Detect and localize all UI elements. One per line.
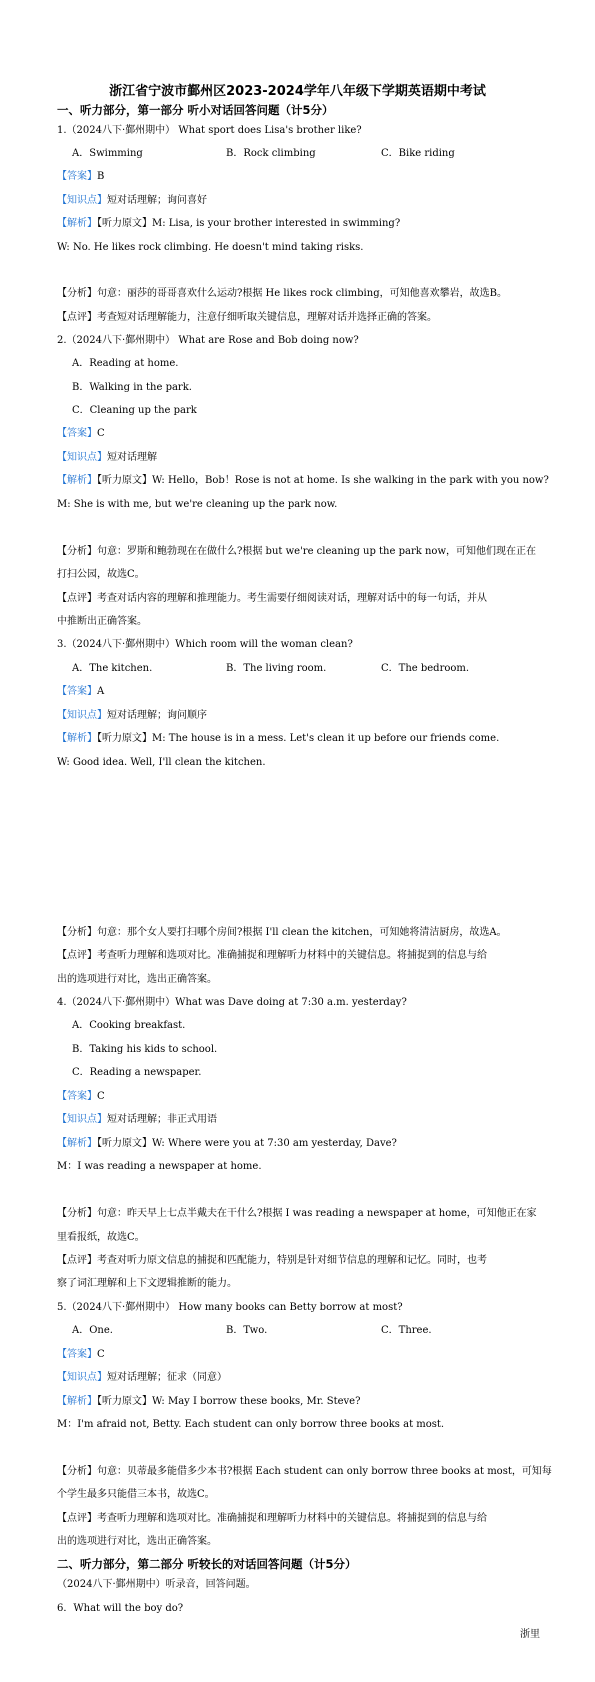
q2-dianping-line-2: 中推断出正确答案。: [57, 616, 147, 627]
q5-fenxi-line-1: 【分析】句意：贝蒂最多能借多少本书?根据 Each student can only borrow three books at most，可知每: [57, 1466, 552, 1477]
page-footer: 浙里: [520, 1629, 540, 1640]
q4-knowledge: 【知识点】短对话理解；非正式用语: [57, 1114, 217, 1125]
q3-analysis: 【解析】【听力原文】M: The house is in a mess. Let's clean it up before our friends come.: [57, 733, 500, 744]
q2-option-b: B．Walking in the park.: [72, 382, 192, 393]
q5-dianping-line-1: 【点评】考查听力理解和选项对比。准确捕捉和理解听力材料中的关键信息。将捕捉到的信息与给: [57, 1513, 487, 1524]
q3-fenxi: 【分析】句意：那个女人要打扫哪个房间?根据 I'll clean the kitchen，可知她将清洁厨房，故选A。: [57, 927, 507, 938]
q4-fenxi-line-1: 【分析】句意：昨天早上七点半戴夫在干什么?根据 I was reading a newspaper at home，可知他正在家: [57, 1208, 537, 1219]
q1-analysis: 【解析】【听力原文】M: Lisa, is your brother interested in swimming?: [57, 218, 401, 229]
q4-analysis: 【解析】【听力原文】W: Where were you at 7:30 am yesterday, Dave?: [57, 1138, 397, 1149]
q1-fenxi: 【分析】句意：丽莎的哥哥喜欢什么运动?根据 He likes rock climbing，可知他喜欢攀岩，故选B。: [57, 288, 507, 299]
q4-dianping-line-1: 【点评】考查对听力原文信息的捕捉和匹配能力，特别是针对细节信息的理解和记忆。同时，也考: [57, 1255, 487, 1266]
page-title: 浙江省宁波市鄞州区2023-2024学年八年级下学期英语期中考试: [109, 84, 486, 99]
question-4-stem: 4.（2024八下·鄞州期中）What was Dave doing at 7:30 a.m. yesterday?: [57, 997, 407, 1008]
q2-option-c: C．Cleaning up the park: [72, 405, 197, 416]
q4-option-a: A．Cooking breakfast.: [72, 1020, 186, 1031]
section-heading-1: 一、听力部分，第一部分 听小对话回答问题（计5分）: [57, 103, 334, 117]
q1-script-line-2: W: No. He likes rock climbing. He doesn't mind taking risks.: [57, 242, 364, 253]
q4-script-line-2: M：I was reading a newspaper at home.: [57, 1161, 262, 1172]
q3-option-c: C．The bedroom.: [381, 663, 470, 674]
q2-script-line-2: M: She is with me, but we're cleaning up the park now.: [57, 499, 338, 510]
q3-option-a: A．The kitchen.: [72, 663, 153, 674]
q2-fenxi-line-1: 【分析】句意：罗斯和鲍勃现在在做什么?根据 but we're cleaning up the park now，可知他们现在正在: [57, 546, 536, 557]
q4-answer: 【答案】C: [57, 1091, 105, 1102]
question-2-stem: 2.（2024八下·鄞州期中） What are Rose and Bob doing now?: [57, 335, 359, 346]
question-5-stem: 5.（2024八下·鄞州期中） How many books can Betty borrow at most?: [57, 1302, 403, 1313]
q1-dianping: 【点评】考查短对话理解能力，注意仔细听取关键信息，理解对话并选择正确的答案。: [57, 312, 437, 323]
q1-option-c: C．Bike riding: [381, 148, 455, 159]
q4-option-c: C．Reading a newspaper.: [72, 1067, 202, 1078]
q4-fenxi-line-2: 里看报纸，故选C。: [57, 1232, 145, 1243]
q5-answer: 【答案】C: [57, 1349, 105, 1360]
q3-dianping-line-2: 出的选项进行对比，选出正确答案。: [57, 974, 217, 985]
q2-option-a: A．Reading at home.: [72, 358, 179, 369]
q5-knowledge: 【知识点】短对话理解；征求（同意）: [57, 1372, 227, 1383]
q3-answer: 【答案】A: [57, 686, 105, 697]
question-6-stem: 6．What will the boy do?: [57, 1603, 184, 1614]
q3-option-b: B．The living room.: [226, 663, 327, 674]
q5-option-c: C．Three.: [381, 1325, 432, 1336]
q3-knowledge: 【知识点】短对话理解；询问顺序: [57, 710, 207, 721]
question-1-stem: 1.（2024八下·鄞州期中） What sport does Lisa's brother like?: [57, 125, 362, 136]
q1-option-a: A．Swimming: [72, 148, 143, 159]
q5-analysis: 【解析】【听力原文】W: May I borrow these books, Mr. Steve?: [57, 1396, 361, 1407]
q1-option-b: B．Rock climbing: [226, 148, 316, 159]
q3-script-line-2: W: Good idea. Well, I'll clean the kitchen.: [57, 757, 266, 768]
q5-option-b: B．Two.: [226, 1325, 268, 1336]
q4-dianping-line-2: 察了词汇理解和上下文逻辑推断的能力。: [57, 1278, 237, 1289]
q2-analysis: 【解析】【听力原文】W: Hello，Bob！Rose is not at home. Is she walking in the park with you now?: [57, 475, 549, 486]
q5-script-line-2: M：I'm afraid not, Betty. Each student can only borrow three books at most.: [57, 1419, 445, 1430]
q5-option-a: A．One.: [72, 1325, 113, 1336]
q2-dianping-line-1: 【点评】考查对话内容的理解和推理能力。考生需要仔细阅读对话，理解对话中的每一句话，并从: [57, 593, 487, 604]
q5-dianping-line-2: 出的选项进行对比，选出正确答案。: [57, 1536, 217, 1547]
section-2-intro: （2024八下·鄞州期中）听录音，回答问题。: [57, 1579, 256, 1590]
q3-dianping-line-1: 【点评】考查听力理解和选项对比。准确捕捉和理解听力材料中的关键信息。将捕捉到的信息与给: [57, 950, 487, 961]
section-heading-2: 二、听力部分，第二部分 听较长的对话回答问题（计5分）: [57, 1557, 357, 1571]
q2-answer: 【答案】C: [57, 428, 105, 439]
question-3-stem: 3.（2024八下·鄞州期中）Which room will the woman clean?: [57, 639, 353, 650]
q2-fenxi-line-2: 打扫公园，故选C。: [57, 569, 145, 580]
q4-option-b: B．Taking his kids to school.: [72, 1044, 218, 1055]
q2-knowledge: 【知识点】短对话理解: [57, 452, 157, 463]
q1-knowledge: 【知识点】短对话理解；询问喜好: [57, 195, 207, 206]
q5-fenxi-line-2: 个学生最多只能借三本书，故选C。: [57, 1489, 215, 1500]
q1-answer: 【答案】B: [57, 171, 105, 182]
